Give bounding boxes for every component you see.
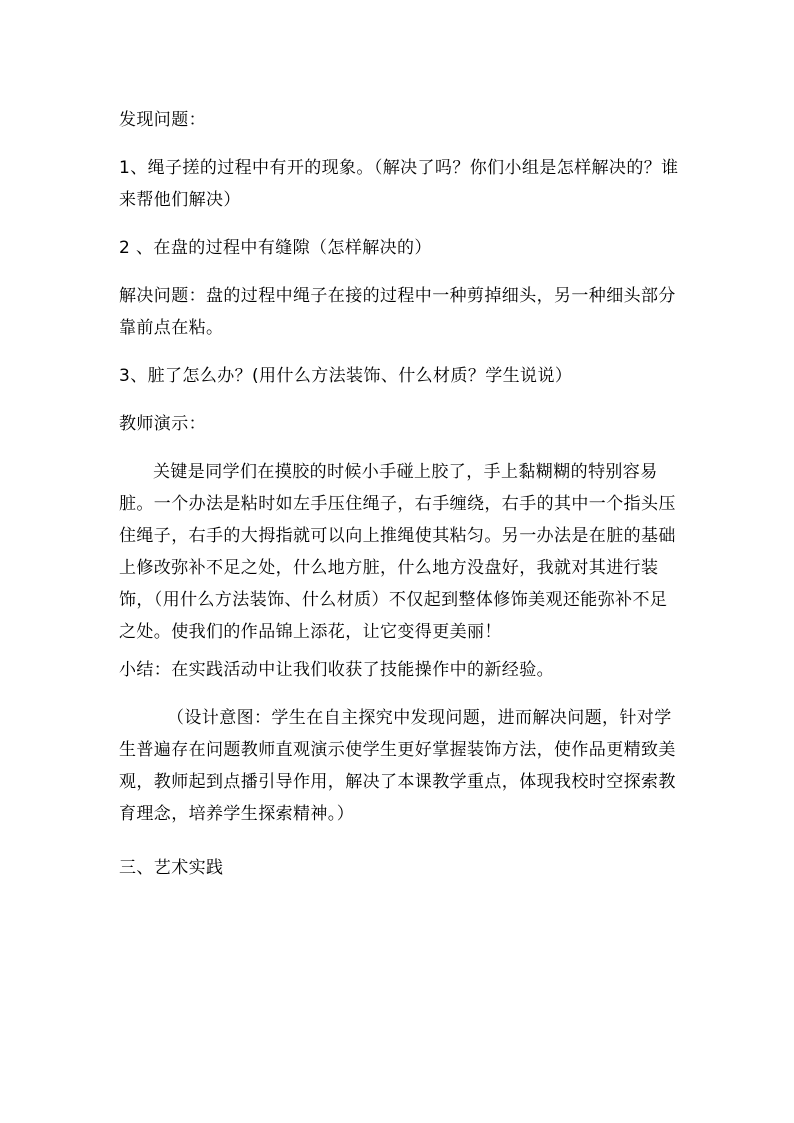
- teacher-demo-paragraph: 关键是同学们在摸胶的时候小手碰上胶了，手上黏糊糊的特别容易脏。一个办法是粘时如左手压住绳子，右手缠绕，右手的其中一个指头压住绳子，右手的大拇指就可以向上推绳使其粘匀。另一办法是在脏的基础上修改弥补不足之处，什么地方脏，什么地方没盘好，我就对其进行装饰，（用什么方法装饰、什么材质）不仅起到整体修饰美观还能弥补不足之处。使我们的作品锦上添花，让它变得更美丽！: [119, 462, 676, 642]
- summary-paragraph: 小结：在实践活动中让我们收获了技能操作中的新经验。: [119, 660, 554, 680]
- problem-item-1: 1、绳子搓的过程中有开的现象。（解决了吗？你们小组是怎样解决的？谁来帮他们解决）: [119, 158, 679, 210]
- problem-item-2: 2 、在盘的过程中有缝隙（怎样解决的）: [119, 238, 432, 258]
- heading-teacher-demo: 教师演示：: [119, 414, 206, 434]
- design-intent-paragraph: （设计意图：学生在自主探究中发现问题，进而解决问题，针对学生普遍存在问题教师直观演示使学生更好掌握装饰方法，使作品更精致美观，教师起到点播引导作用，解决了本课教学重点，体现我校时空探索教育理念，培养学生探索精神。）: [119, 708, 676, 824]
- section-heading-art-practice: 三、艺术实践: [119, 858, 224, 878]
- problem-item-3: 3、脏了怎么办？(用什么方法装饰、什么材质？学生说说）: [119, 366, 573, 386]
- solve-problem-paragraph: 解决问题：盘的过程中绳子在接的过程中一种剪掉细头，另一种细头部分靠前点在粘。: [119, 286, 676, 338]
- heading-find-problem: 发现问题：: [119, 110, 206, 130]
- document-body: [119, 104, 679, 884]
